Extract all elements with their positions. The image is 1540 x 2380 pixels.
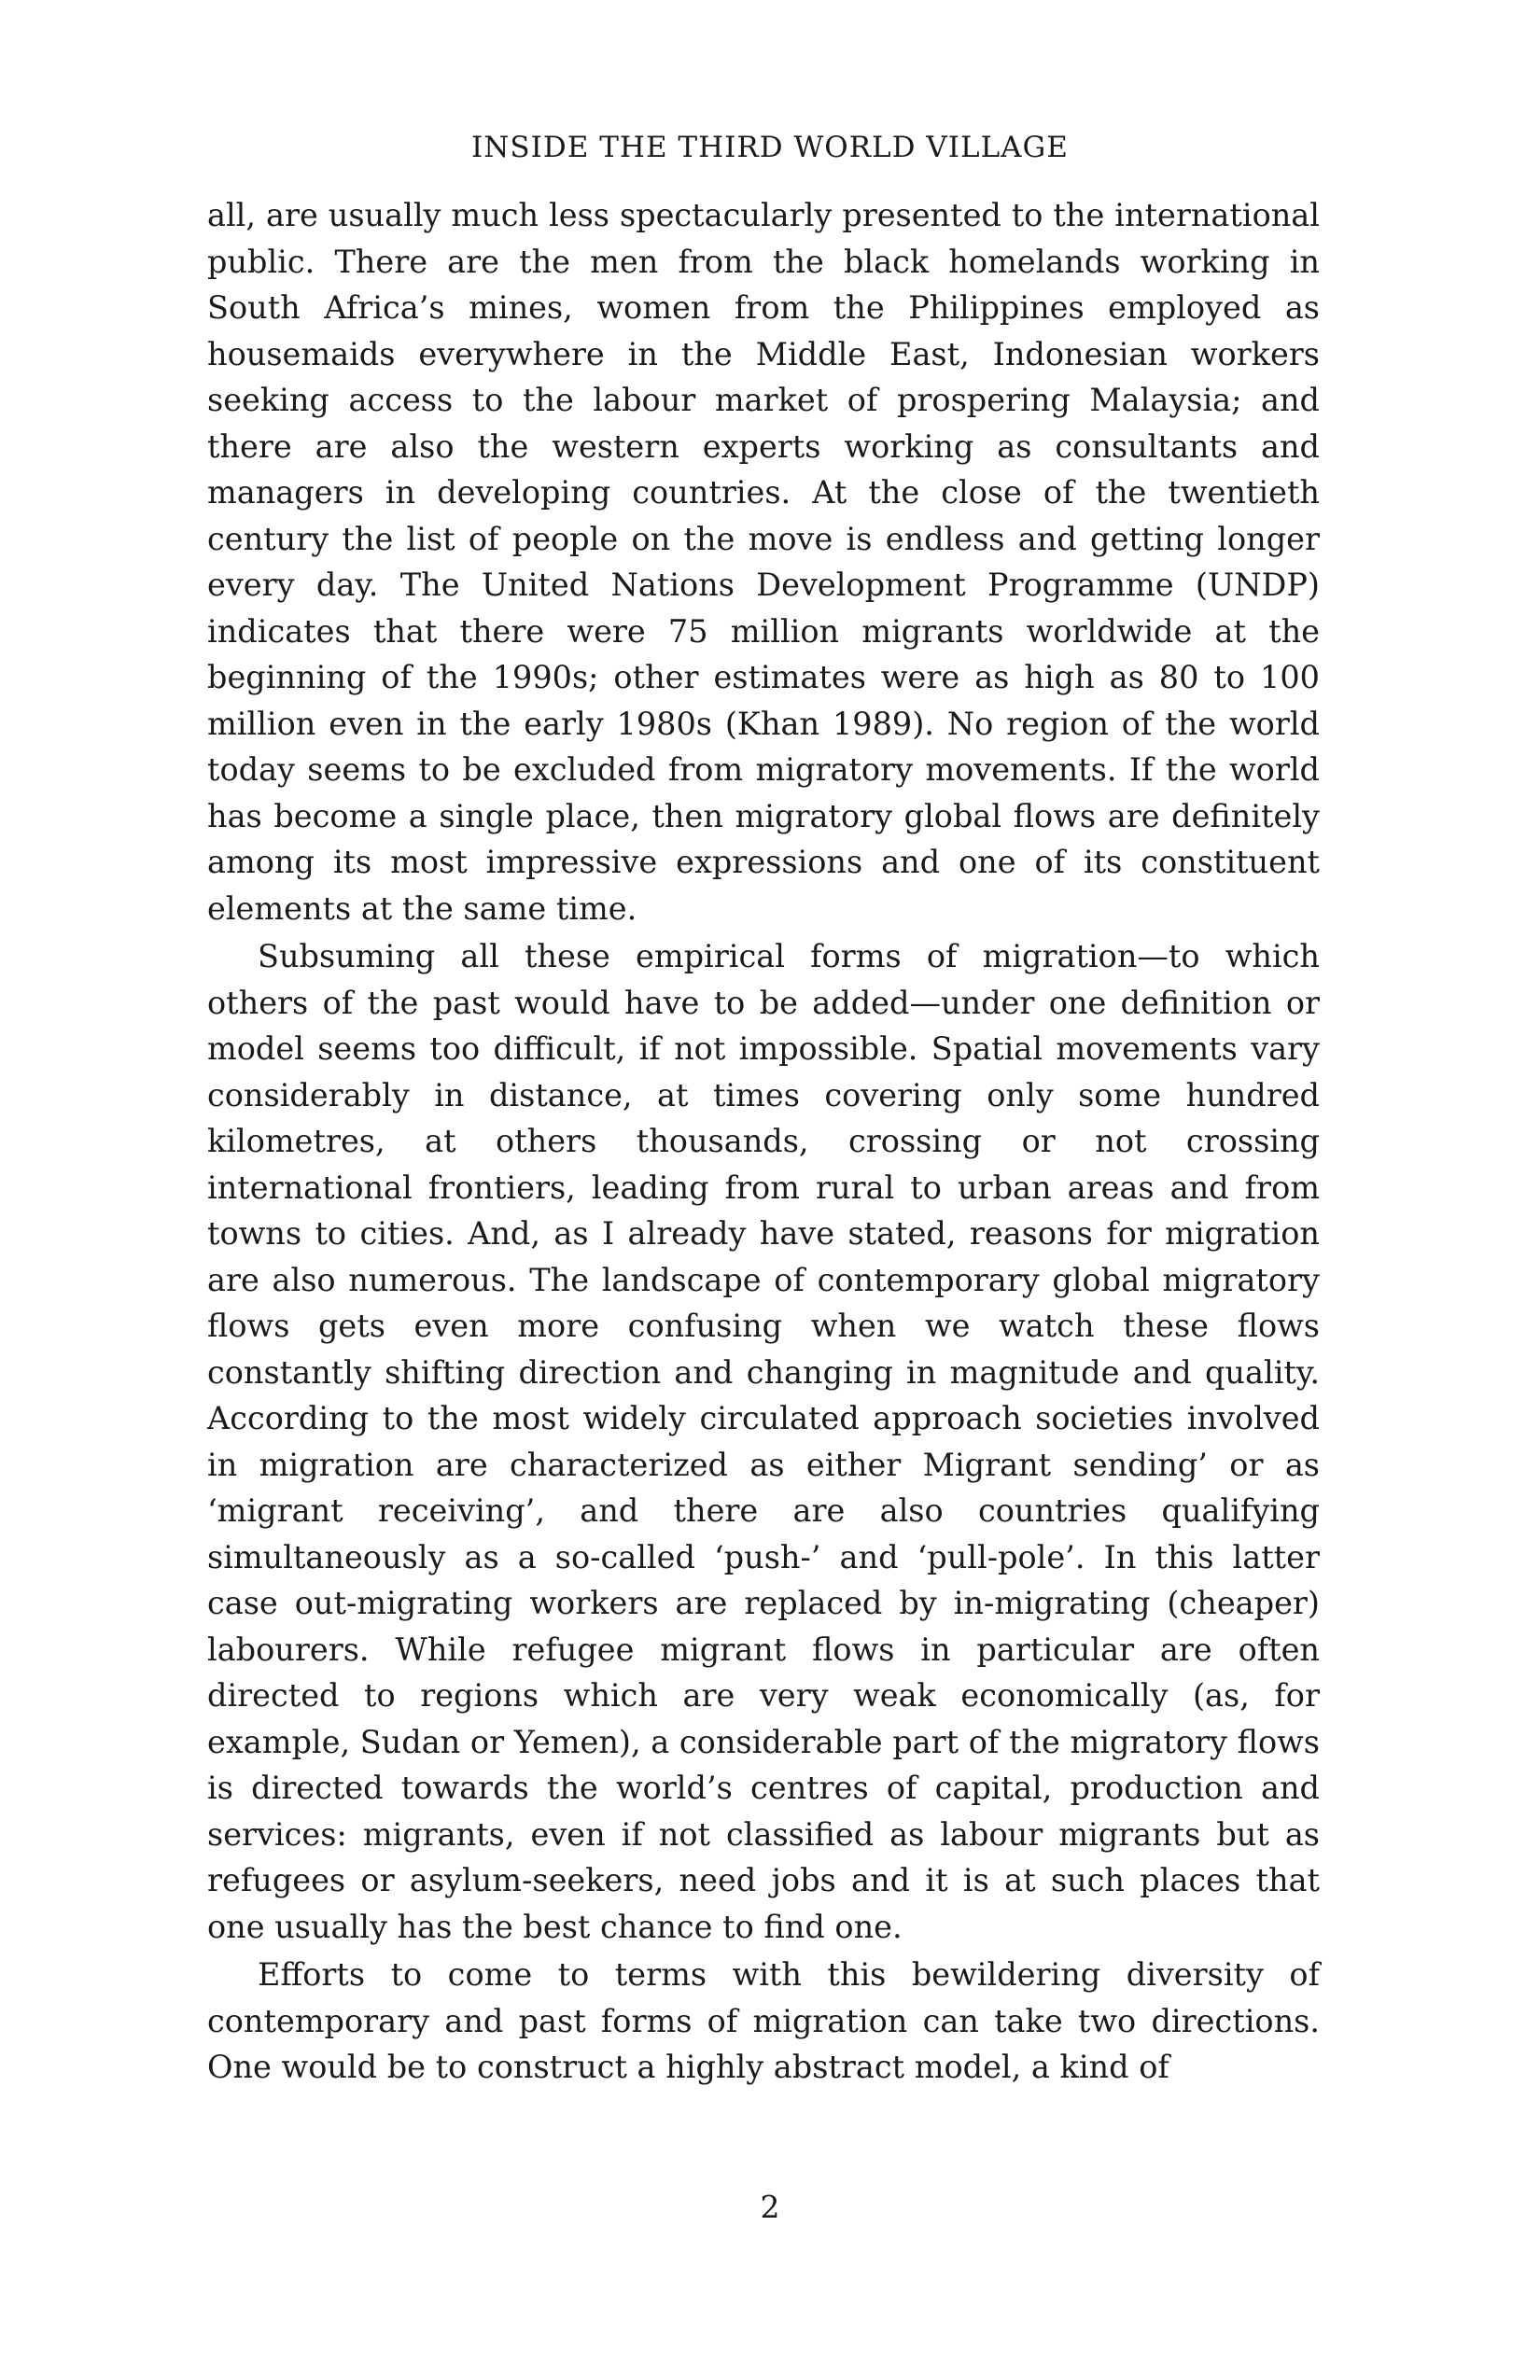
page-number: 2 [760,2189,780,2225]
paragraph-continuation: all, are usually much less spectacularly presented to the international public. There are the men from the black homelands working in South Africa’s mines, women from the Philippines employed as housemaids everywhere in the Middle East, Indonesian workers seeking access to the labour market of prospering Malaysia; and there are also the western experts working as consultants and managers in developing countries. At the close of the twentieth century the list of people on the move is endless and getting longer every day. The United Nations Development Programme (UNDP) indicates that there were 75 million migrants worldwide at the beginning of the 1990s; other estimates were as high as 80 to 100 million even in the early 1980s (Khan 1989). No region of the world today seems to be excluded from migratory movements. If the world has become a single place, then migratory global flows are definitely among its most impressive expressions and one of its constituent elements at the same time. [207,197,1320,927]
paragraph-migration-forms: Subsuming all these empirical forms of migration—to which others of the past would have to be added—under one definition or model seems too difficult, if not impossible. Spatial movements vary considerably in distance, at times covering only some hundred kilometres, at others thousands, crossing or not crossing international frontiers, leading from rural to urban areas and from towns to cities. And, as I already have stated, reasons for migration are also numerous. The landscape of contemporary global migratory flows gets even more confusing when we watch these flows constantly shifting direction and changing in magnitude and quality. According to the most widely circulated approach societies involved in migration are characterized as either Migrant sending’ or as ‘migrant receiving’, and there are also countries qualifying simultaneously as a so-called ‘push-’ and ‘pull-pole’. In this latter case out-migrating workers are replaced by in-migrating (cheaper) labourers. While refugee migrant flows in particular are often directed to regions which are very weak economically (as, for example, Sudan or Yemen), a considerable part of the migratory flows is directed towards the world’s centres of capital, production and services: migrants, even if not classified as labour migrants but as refugees or asylum-seekers, need jobs and it is at such places that one usually has the best chance to find one. [207,938,1320,1945]
paragraph-efforts: Efforts to come to terms with this bewildering diversity of contemporary and past forms of migration can take two directions. One would be to construct a highly abstract model, a kind of [207,1956,1320,2085]
running-head: INSIDE THE THIRD WORLD VILLAGE [471,131,1069,164]
body-text [207,192,1320,2091]
